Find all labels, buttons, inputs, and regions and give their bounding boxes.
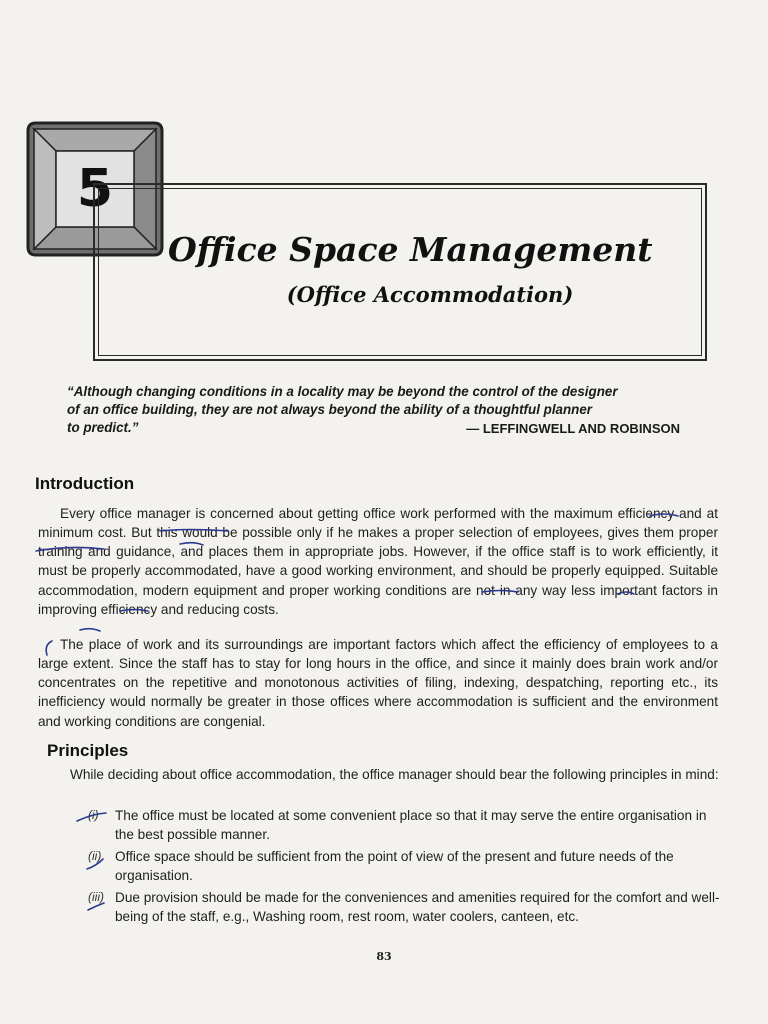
list-marker: (ii) — [88, 849, 102, 863]
principles-intro: While deciding about office accommodation, the office manager should bear the following principles in mind: — [70, 766, 719, 782]
chapter-number: 5 — [76, 159, 114, 219]
list-marker: (iii) — [88, 890, 104, 904]
page-number: 83 — [376, 950, 392, 963]
quote-author: — LEFFINGWELL AND ROBINSON — [466, 421, 680, 436]
quote-line: to predict.” — [67, 420, 139, 435]
list-item — [88, 806, 720, 844]
chapter-subtitle: (Office Accommodation) — [286, 282, 574, 307]
list-marker: (i) — [88, 808, 99, 822]
introduction-heading: Introduction — [35, 474, 135, 493]
principles-list — [88, 806, 720, 929]
list-item-text: Due provision should be made for the conveniences and amenities required for the comfort and well-being of the staff, e.g., Washing room, rest room, water coolers, canteen, etc. — [115, 890, 720, 924]
list-item-text: The office must be located at some convenient place so that it may serve the entire organisation in the best possible manner. — [115, 808, 707, 842]
list-item — [88, 847, 720, 885]
chapter-title: Office Space Management — [168, 230, 653, 269]
list-item — [88, 888, 720, 926]
intro-paragraph-1: Every office manager is concerned about getting office work performed with the maximum efficiency and at minimum cost. But this would be possible only if he makes a proper selection of employees, gives them proper training and guidance, and places them in appropriate jobs. However, if the office staff is to work efficiently, it must be properly accommodated, have a good working environment, and should be properly equipped. Suitable accommodation, modern equipment and proper working conditions are not in any way less important factors in improving efficiency and reducing costs. — [38, 505, 718, 618]
intro-paragraph-2: The place of work and its surroundings are important factors which affect the efficiency of employees to a large extent. Since the staff has to stay for long hours in the office, and since it mainly does brain work and/or concentrates on the repetitive and monotonous activities of filing, indexing, despatching, reporting etc., its inefficiency would normally be greater in those offices where accommodation is sufficient and the environment and working conditions are congenial. — [38, 636, 718, 729]
chapter-title-frame — [93, 183, 707, 361]
quote-line: of an office building, they are not always beyond the ability of a thoughtful planner — [67, 402, 593, 417]
list-item-text: Office space should be sufficient from the point of view of the present and future needs of the organisation. — [115, 849, 674, 883]
principles-heading: Principles — [47, 741, 129, 760]
quote-line: “Although changing conditions in a locality may be beyond the control of the designer — [67, 384, 618, 399]
